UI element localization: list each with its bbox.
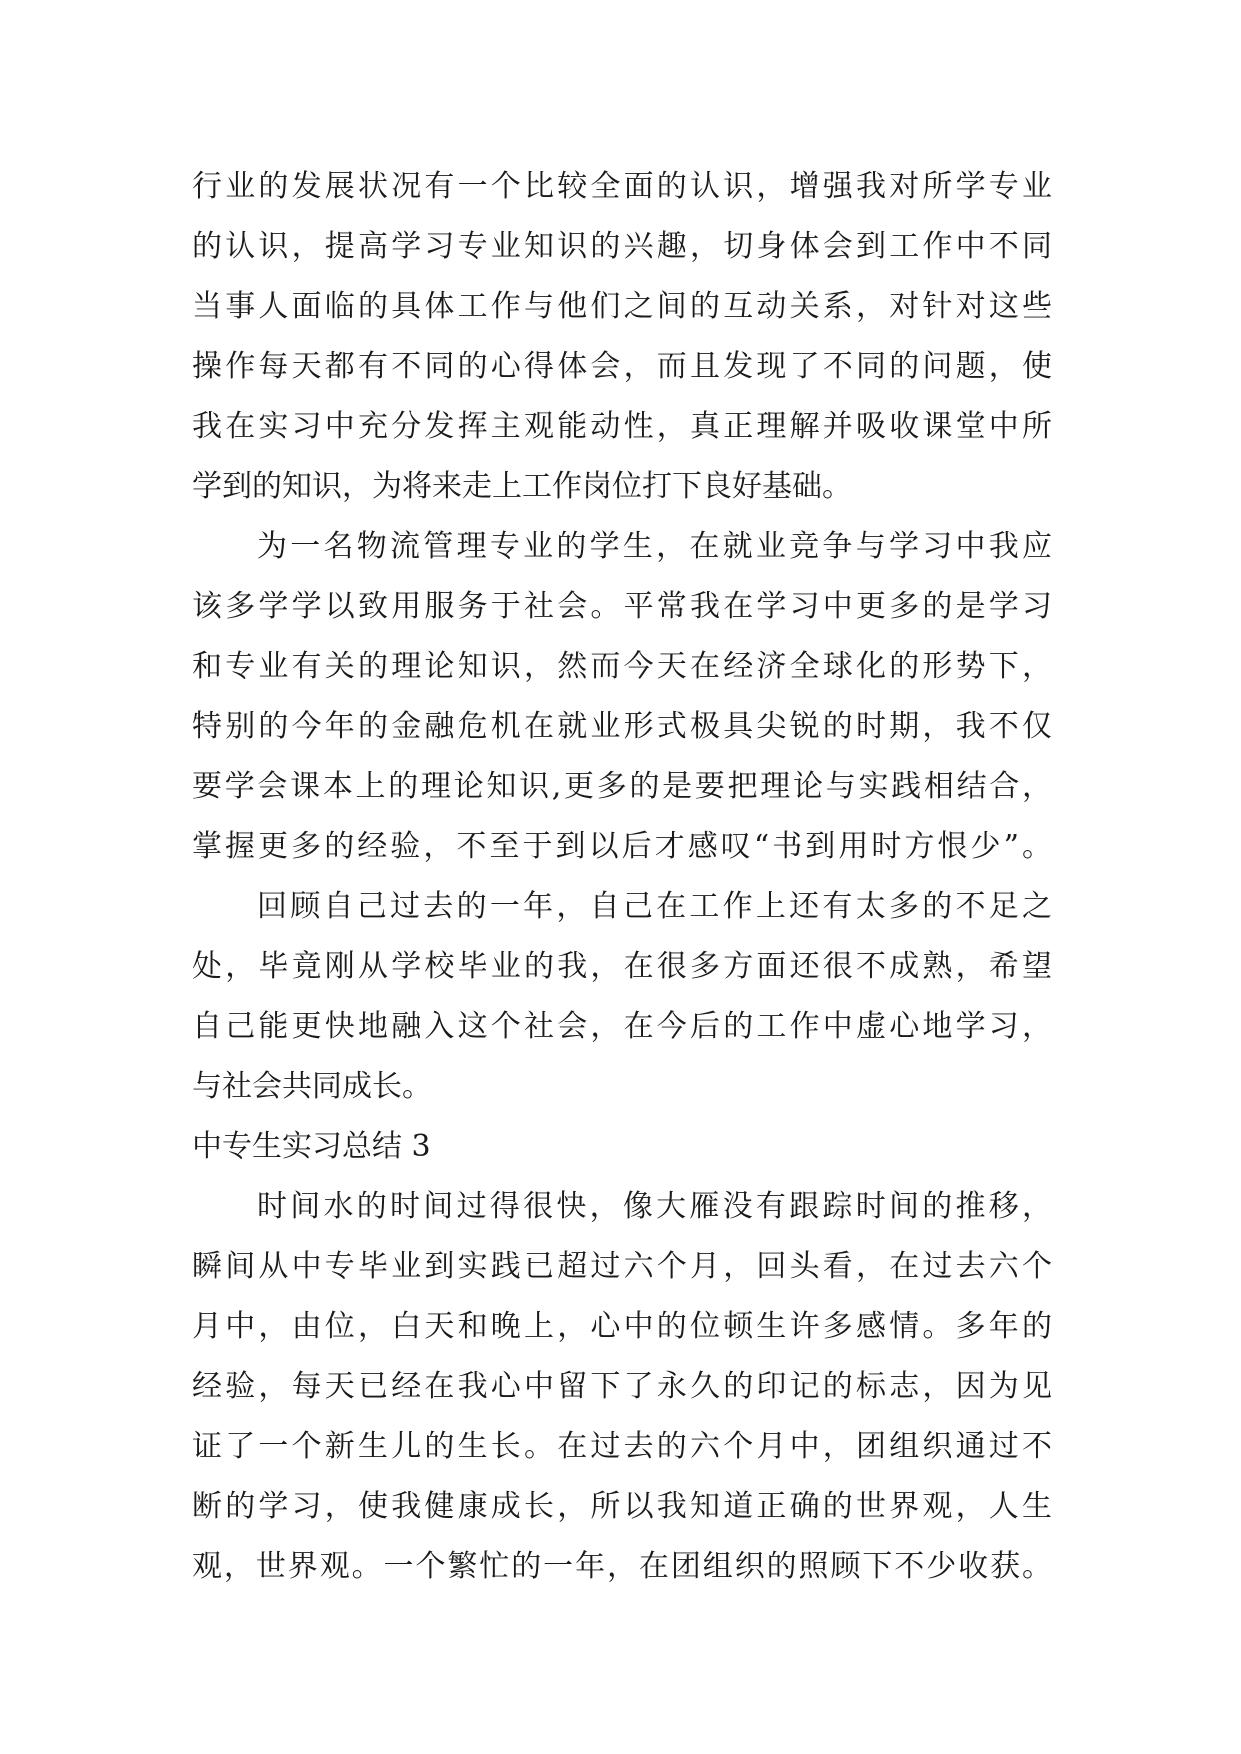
text-line: 证了一个新生儿的生长。在过去的六个月中，团组织通过不 <box>192 1429 1052 1464</box>
paragraph-first-line: 回顾自己过去的一年，自己在工作上还有太多的不足之 <box>257 889 1052 924</box>
text-line: 自己能更快地融入这个社会，在今后的工作中虚心地学习， <box>192 1009 1052 1044</box>
section-heading: 中专生实习总结 3 <box>192 1129 431 1164</box>
text-line: 瞬间从中专毕业到实践已超过六个月，回头看，在过去六个 <box>192 1249 1052 1284</box>
text-line: 掌握更多的经验，不至于到以后才感叹“书到用时方恨少”。 <box>192 829 1052 864</box>
paragraph-first-line: 为一名物流管理专业的学生，在就业竞争与学习中我应 <box>257 529 1052 564</box>
text-line: 和专业有关的理论知识，然而今天在经济全球化的形势下， <box>192 649 1052 684</box>
text-line: 与社会共同成长。 <box>192 1069 432 1104</box>
text-line: 要学会课本上的理论知识,更多的是要把理论与实践相结合， <box>192 769 1052 804</box>
text-line: 我在实习中充分发挥主观能动性，真正理解并吸收课堂中所 <box>192 409 1052 444</box>
text-line: 学到的知识，为将来走上工作岗位打下良好基础。 <box>192 469 852 504</box>
text-line: 的认识，提高学习专业知识的兴趣，切身体会到工作中不同 <box>192 229 1052 264</box>
text-line: 处，毕竟刚从学校毕业的我，在很多方面还很不成熟，希望 <box>192 949 1052 984</box>
text-line: 该多学学以致用服务于社会。平常我在学习中更多的是学习 <box>192 589 1052 624</box>
text-line: 特别的今年的金融危机在就业形式极具尖锐的时期，我不仅 <box>192 709 1052 744</box>
text-line: 观，世界观。一个繁忙的一年，在团组织的照顾下不少收获。 <box>192 1549 1052 1584</box>
text-line: 经验，每天已经在我心中留下了永久的印记的标志，因为见 <box>192 1369 1052 1404</box>
text-line: 月中，由位，白天和晚上，心中的位顿生许多感情。多年的 <box>192 1309 1052 1344</box>
text-line: 当事人面临的具体工作与他们之间的互动关系，对针对这些 <box>192 289 1052 324</box>
paragraph-first-line: 时间水的时间过得很快，像大雁没有跟踪时间的推移， <box>257 1189 1052 1224</box>
text-line: 断的学习，使我健康成长，所以我知道正确的世界观，人生 <box>192 1489 1052 1524</box>
text-line: 操作每天都有不同的心得体会，而且发现了不同的问题，使 <box>192 349 1052 384</box>
text-line: 行业的发展状况有一个比较全面的认识，增强我对所学专业 <box>192 169 1052 204</box>
